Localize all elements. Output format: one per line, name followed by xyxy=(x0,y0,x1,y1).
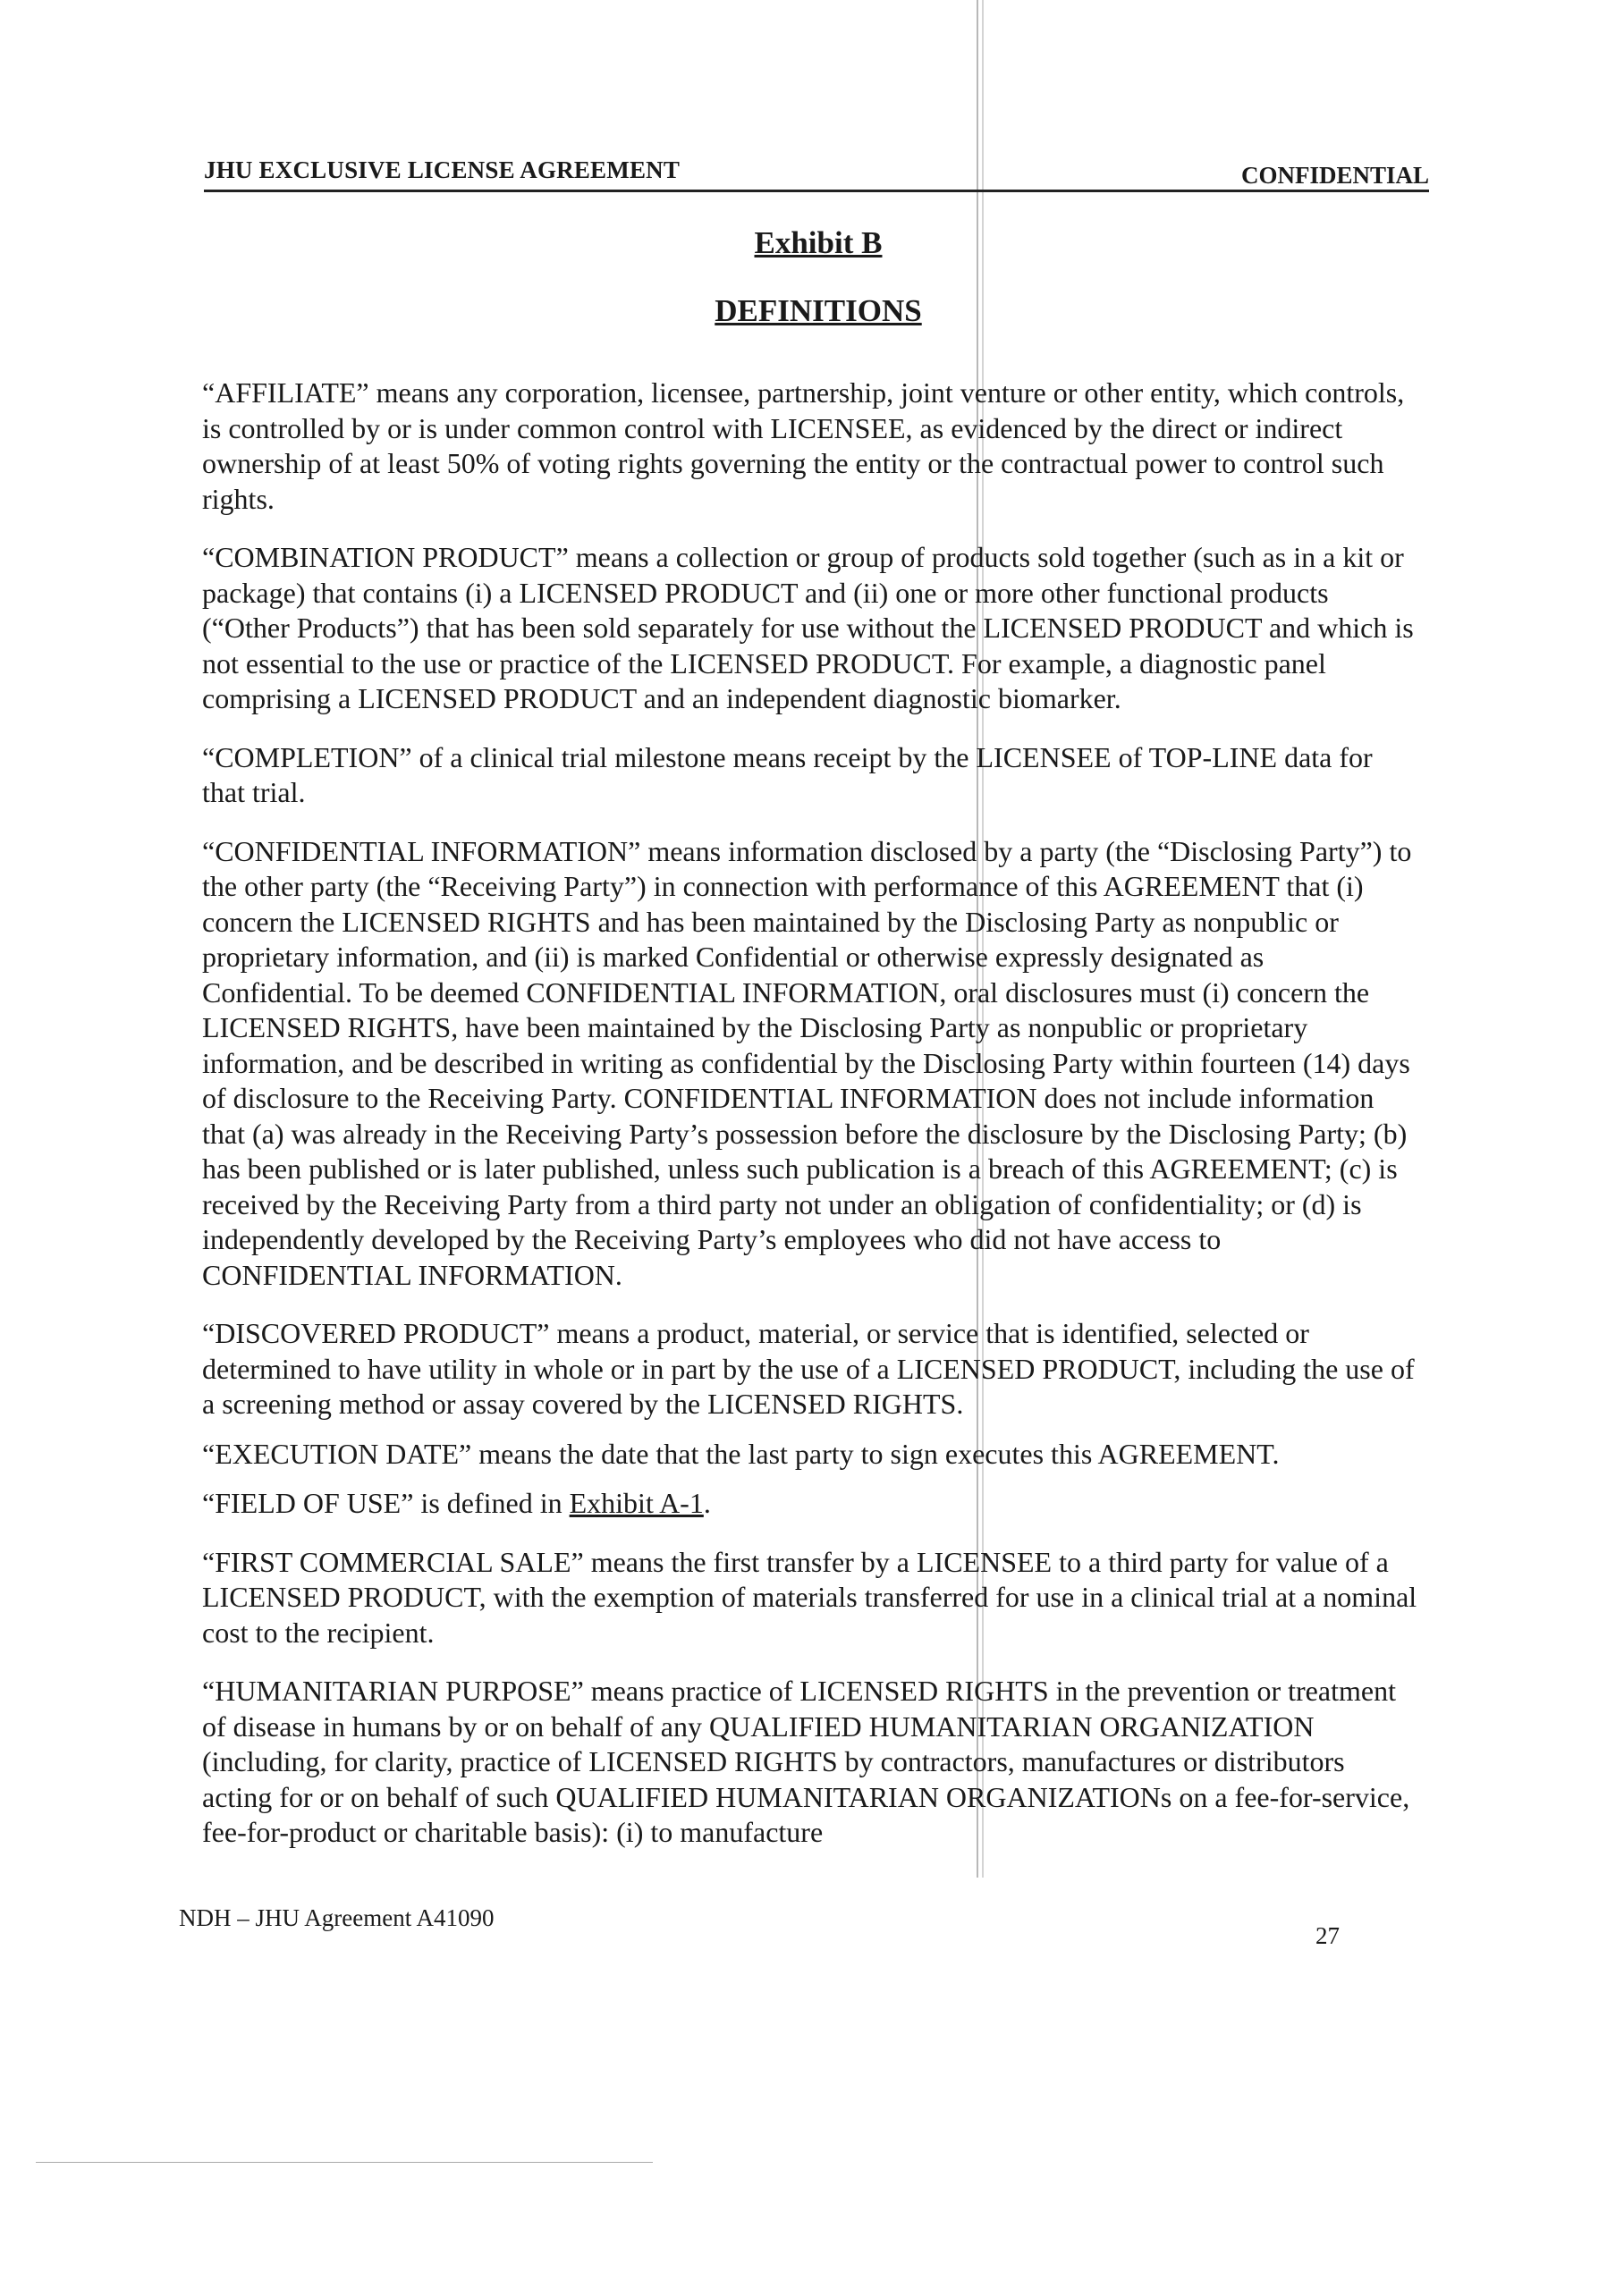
field-of-use-text: “FIELD OF USE” is defined in xyxy=(202,1487,570,1519)
definition-execution-date: “EXECUTION DATE” means the date that the last party to sign executes this AGREEMENT. xyxy=(202,1437,1280,1470)
definition-affiliate: “AFFILIATE” means any corporation, licensee, partnership, joint venture or other entity, which controls, is controlled by or is under common control with LICENSEE, as evidenced by the direct or indirect ownership of at least 50% of voting rights governing the entity or the contractual power to control such rights. xyxy=(202,376,1405,515)
page-number: 27 xyxy=(1315,1922,1340,1949)
footer-agreement-id: NDH – JHU Agreement A41090 xyxy=(179,1904,495,1931)
definition-discovered-product: “DISCOVERED PRODUCT” means a product, material, or service that is identified, selected or determined to have utility in whole or in part by the use of a LICENSED PRODUCT, including the use of a screening method or assay covered by the LICENSED RIGHTS. xyxy=(202,1317,1415,1420)
definition-combination-product: “COMBINATION PRODUCT” means a collection or group of products sold together (such as in a kit or package) that contains (i) a LICENSED PRODUCT and (ii) one or more other functional products (“Other Products”) that has been sold separately for use without the LICENSED PRODUCT and which is not essential to the use or practice of the LICENSED PRODUCT. For example, a diagnostic panel comprising a LICENSED PRODUCT and an independent diagnostic biomarker. xyxy=(202,541,1414,714)
definition-humanitarian-purpose: “HUMANITARIAN PURPOSE” means practice of LICENSED RIGHTS in the prevention or treatment of disease in humans by or on behalf of any QUALIFIED HUMANITARIAN ORGANIZATION (including, for clarity, practice of LICENSED RIGHTS by contractors, manufactures or distributors acting for or on behalf of such QUALIFIED HUMANITARIAN ORGANIZATIONs on a fee-for-service, fee-for-product or charitable basis): (i) to manufacture xyxy=(202,1675,1410,1848)
definition-confidential-information: “CONFIDENTIAL INFORMATION” means information disclosed by a party (the “Disclosing Party”) to the other party (the “Receiving Party”) in connection with performance of this AGREEMENT that (i) concern the LICENSED RIGHTS and has been maintained by the Disclosing Party as nonpublic or proprietary information, and (ii) is marked Confidential or otherwise expressly designated as Confidential. To be deemed CONFIDENTIAL INFORMATION, oral disclosures must (i) concern the LICENSED RIGHTS, have been maintained by the Disclosing Party as nonpublic or proprietary information, and be described in writing as confidential by the Disclosing Party within fourteen (14) days of disclosure to the Receiving Party. CONFIDENTIAL INFORMATION does not include information that (a) was already in the Receiving Party’s possession before the disclosure by the Disclosing Party; (b) has been published or is later published, unless such publication is a breach of this AGREEMENT; (c) is received by the Receiving Party from a third party not under an obligation of confidentiality; or (d) is independently developed by the Receiving Party’s employees who did not have access to CONFIDENTIAL INFORMATION. xyxy=(202,834,1412,1291)
definition-first-commercial-sale: “FIRST COMMERCIAL SALE” means the first transfer by a LICENSEE to a third party for value of a LICENSED PRODUCT, with the exemption of materials transferred for use in a clinical trial at a nominal cost to the recipient. xyxy=(202,1545,1417,1649)
definition-field-of-use xyxy=(202,1486,1418,1522)
exhibit-title: Exhibit B xyxy=(754,225,883,260)
header-title: JHU EXCLUSIVE LICENSE AGREEMENT xyxy=(204,156,681,183)
page-header xyxy=(204,143,1429,192)
definitions-body xyxy=(202,376,1418,1874)
exhibit-a1-reference: Exhibit A-1 xyxy=(569,1487,704,1519)
field-of-use-period: . xyxy=(703,1487,711,1519)
header-confidential: CONFIDENTIAL xyxy=(1240,162,1429,189)
section-title: DEFINITIONS xyxy=(715,293,922,328)
definition-completion: “COMPLETION” of a clinical trial milestone means receipt by the LICENSEE of TOP-LINE data for that trial. xyxy=(202,740,1373,808)
scan-bottom-rule xyxy=(36,2162,653,2163)
